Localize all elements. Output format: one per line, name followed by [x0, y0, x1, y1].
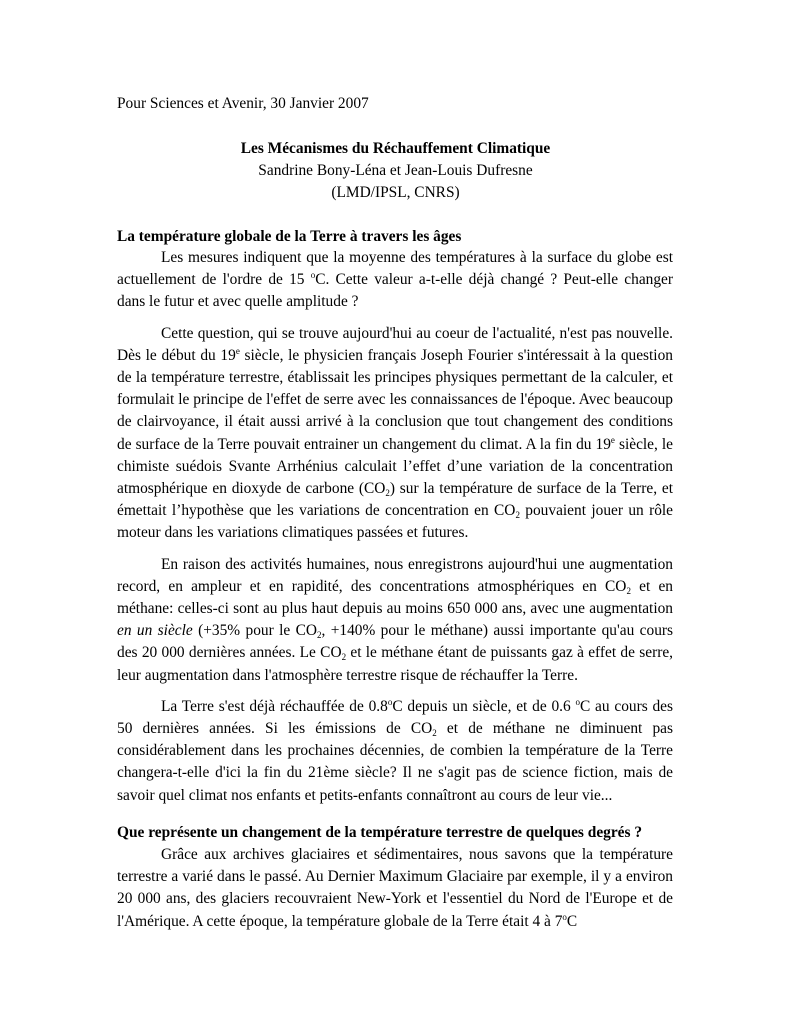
text-run: Les mesures indiquent que la moyenne des températures à la surface du globe est actuellement de l'ordre de 15 [117, 249, 673, 289]
superscript: o [562, 911, 567, 922]
paragraph [117, 554, 673, 687]
paragraph [117, 696, 673, 807]
text-run: et le méthane étant de puissants gaz à effet de serre, leur augmentation dans l'atmosphère terrestre risque de réchauffer la Terre. [117, 644, 674, 684]
paragraph [117, 247, 673, 314]
text-run: (+35% pour le CO [192, 622, 317, 640]
text-run: En raison des activités humaines, nous enregistrons aujourd'hui une augmentation record, en ampleur et en rapidité, des concentrations atmosphériques en CO [117, 555, 673, 595]
source-line: Pour Sciences et Avenir, 30 Janvier 2007 [117, 95, 369, 112]
italic-text: en un siècle [117, 622, 193, 640]
text-run: ) sur la température de surface de la Terre, et émettait l’hypothèse que les variations de concentration en CO [117, 480, 673, 520]
document-title: Les Mécanismes du Réchauffement Climatique [240, 140, 551, 157]
superscript: o [387, 696, 393, 707]
section-heading: La température globale de la Terre à travers les âges [117, 228, 462, 245]
paragraph [117, 323, 673, 545]
text-run: C [566, 912, 578, 930]
superscript: e [610, 434, 615, 445]
text-run: C au cours des 50 dernières années. Si les émissions de CO [117, 697, 674, 738]
text-run: siècle, le chimiste suédois Svante Arrhénius calculait l’effet d’une variation de la concentration atmosphérique en dioxyde de carbone (CO [117, 435, 674, 498]
text-run: et de méthane ne diminuent pas considérablement dans les prochaines décennies, de combien la température de la Terre changera-t-elle d'ici la fin du 21ème siècle? Il ne s'agit pas de science fiction, mais de savoir quel climat nos enfants et petits-enfants connaîtront au cours de leur vie... [117, 720, 674, 804]
superscript: o [575, 696, 580, 707]
superscript: o [310, 270, 316, 281]
text-run: et en méthane: celles-ci sont au plus haut depuis au moins 650 000 ans, avec une augmentation [117, 577, 673, 618]
text-run: Cette question, qui se trouve aujourd'hui au coeur de l'actualité, n'est pas nouvelle. Dès le début du 19 [117, 324, 673, 364]
subscript: 2 [316, 630, 322, 641]
subscript: 2 [515, 510, 520, 521]
text-run: siècle, le physicien français Joseph Fourier s'intéressait à la question de la température terrestre, établissait les principes physiques permettant de la calculer, et formulait le principe de l'effet de serre avec les connaissances de l'époque. Avec beaucoup de clairvoyance, il était aussi arrivé à la conclusion que tout changement des conditions de surface de la Terre pouvait entrainer un changement du climat. A la fin du 19 [117, 346, 673, 453]
text-run: C depuis un siècle, et de 0.6 [392, 697, 576, 715]
section-body [117, 844, 673, 933]
affiliation: (LMD/IPSL, CNRS) [331, 184, 460, 201]
authors: Sandrine Bony-Léna et Jean-Louis Dufresne [258, 162, 533, 179]
subscript: 2 [385, 488, 390, 499]
subscript: 2 [626, 585, 631, 596]
text-run: Grâce aux archives glaciaires et sédimentaires, nous savons que la température terrestre a varié dans le passé. Au Dernier Maximum Glaciaire par exemple, il y a environ 20 000 ans, des glaciers recouvraient New-York et l'essentiel du Nord de l'Europe et de l'Amérique. A cette époque, la température globale de la Terre était 4 à 7 [117, 846, 673, 930]
text-run: La Terre s'est déjà réchauffée de 0.8 [161, 697, 388, 715]
text-run: , +140% pour le méthane) aussi importante qu'au cours des 20 000 dernières années. Le CO [117, 622, 673, 662]
text-run: C. Cette valeur a-t-elle déjà changé ? Peut-elle changer dans le futur et avec quelle amplitude ? [117, 271, 673, 311]
subscript: 2 [341, 652, 347, 663]
paragraph [117, 844, 673, 933]
subscript: 2 [432, 728, 437, 739]
superscript: e [235, 345, 240, 356]
text-run: pouvaient jouer un rôle moteur dans les variations climatiques passées et futures. [117, 502, 673, 542]
section-heading: Que représente un changement de la température terrestre de quelques degrés ? [117, 824, 643, 841]
section-body [117, 247, 673, 807]
